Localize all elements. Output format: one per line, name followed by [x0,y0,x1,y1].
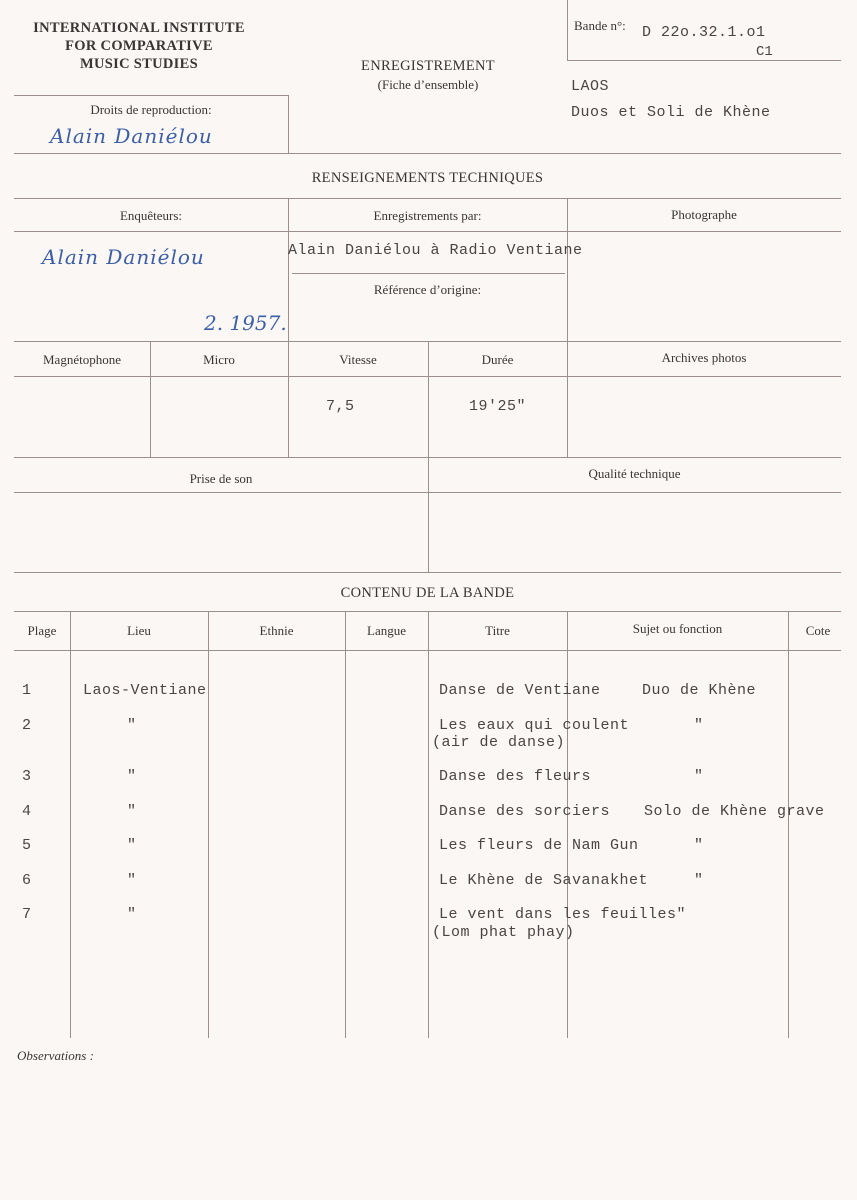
row-titre-continued: (air de danse) [432,734,566,751]
row-lieu: " [127,768,137,785]
enregistrements-label: Enregistrements par: [373,208,482,223]
row-titre: Les eaux qui coulent [439,717,630,734]
rights-label: Droits de reproduction: [90,102,212,117]
institute-name [8,19,270,73]
row-titre: Le Khène de Savanakhet [439,872,649,889]
row-plage: 6 [22,872,32,889]
row-titre-continued: (Lom phat phay) [432,924,575,941]
archives-label: Archives photos [661,350,747,365]
enregistrements-value: Alain Daniélou à Radio Ventiane [288,242,583,259]
column-header-ethnie: Ethnie [259,623,294,638]
qualite-label: Qualité technique [588,466,681,481]
magnetophone-label: Magnétophone [43,352,121,367]
rights-signature: Alain Daniélou [50,124,213,148]
prise-label: Prise de son [189,471,253,486]
column-header-langue: Langue [367,623,406,638]
enqueteurs-label: Enquêteurs: [119,208,183,223]
row-titre: Danse des sorciers [439,803,611,820]
row-sujet: " [694,768,704,785]
row-sujet: Solo de Khène grave [644,803,825,820]
row-titre: Danse de Ventiane [439,682,601,699]
row-lieu: " [127,872,137,889]
column-header-cote: Cote [805,623,831,638]
vitesse-value: 7,5 [326,398,355,415]
column-header-plage: Plage [27,623,57,638]
enqueteurs-date: 2. 1957. [204,311,287,335]
technical-heading: RENSEIGNEMENTS TECHNIQUES [311,170,544,186]
subject-title: Duos et Soli de Khène [571,104,771,121]
row-sujet: " [694,837,704,854]
form-subtitle: (Fiche d’ensemble) [377,77,479,92]
row-plage: 5 [22,837,32,854]
institute-line-3: MUSIC STUDIES [80,56,198,72]
row-plage: 1 [22,682,32,699]
row-titre: Les fleurs de Nam Gun [439,837,639,854]
row-plage: 7 [22,906,32,923]
row-lieu: " [127,906,137,923]
bande-number: D 22o.32.1.o1 [642,24,766,41]
observations-label: Observations : [17,1048,94,1063]
column-header-titre: Titre [485,623,510,638]
row-sujet: " [694,872,704,889]
row-lieu: " [127,803,137,820]
reference-label: Référence d’origine: [373,282,482,297]
bande-sub: C1 [756,44,773,60]
row-lieu: " [127,717,137,734]
row-plage: 2 [22,717,32,734]
row-titre: Danse des fleurs [439,768,592,785]
row-lieu: Laos-Ventiane [83,682,207,699]
enqueteurs-signature: Alain Daniélou [42,245,205,269]
form-title: ENREGISTREMENT [361,58,495,74]
photographe-label: Photographe [671,207,737,222]
institute-line-2: FOR COMPARATIVE [65,38,213,54]
row-titre: Le vent dans les feuilles" [439,906,687,923]
row-sujet: Duo de Khène [642,682,757,699]
bande-label: Bande n°: [574,18,626,33]
row-plage: 3 [22,768,32,785]
contenu-heading: CONTENU DE LA BANDE [340,585,515,601]
row-lieu: " [127,837,137,854]
subject-country: LAOS [571,78,610,95]
duree-value: 19'25" [469,398,527,415]
vitesse-label: Vitesse [339,352,377,367]
column-header-lieu: Lieu [127,623,151,638]
duree-label: Durée [481,352,514,367]
row-plage: 4 [22,803,32,820]
row-sujet: " [694,717,704,734]
institute-line-1: INTERNATIONAL INSTITUTE [33,20,245,36]
column-header-sujet: Sujet ou fonction [632,621,723,636]
micro-label: Micro [203,352,235,367]
